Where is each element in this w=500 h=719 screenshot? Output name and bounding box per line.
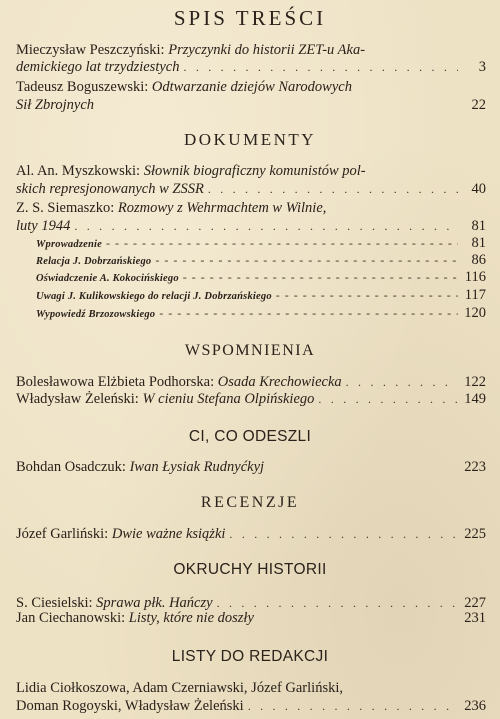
entry-page: 122 xyxy=(464,374,486,390)
entry-title: Listy, które nie doszły xyxy=(128,610,254,626)
entry-author: Tadeusz Boguszewski: xyxy=(16,79,149,95)
recenzje-heading: RECENZJE xyxy=(200,494,300,511)
entry-page: 149 xyxy=(464,391,486,407)
entry-page: 223 xyxy=(464,459,486,475)
entry-title: Iwan Łysiak Rudnyćkyj xyxy=(129,459,265,475)
entry-title: Przyczynki do historii ZET-u Aka- xyxy=(168,42,366,58)
toc-entry-continued[interactable] xyxy=(16,96,486,114)
entry-author: Al. An. Myszkowski: xyxy=(16,163,141,179)
subentry-title: Relacja J. Dobrzańskiego xyxy=(36,256,152,267)
leader-dots xyxy=(74,217,458,235)
subentry-title: Oświadczenie A. Kokocińskiego xyxy=(36,273,179,284)
toc-subentry[interactable] xyxy=(36,304,486,322)
toc-entry[interactable] xyxy=(16,458,486,476)
entry-author: Jan Ciechanowski: xyxy=(16,610,126,626)
entry-author: S. Ciesielski: xyxy=(16,595,93,611)
entry-page: 40 xyxy=(471,181,486,197)
entry-title: Dwie ważne książki xyxy=(111,526,226,542)
entry-page: 227 xyxy=(464,595,486,611)
entry-page: 81 xyxy=(471,218,486,234)
subentry-page: 86 xyxy=(471,252,486,268)
toc-entry[interactable] xyxy=(16,679,486,697)
leader-dots xyxy=(229,525,458,543)
toc-subentry[interactable] xyxy=(36,286,486,304)
toc-entry-continued[interactable] xyxy=(16,697,486,715)
toc-entry[interactable] xyxy=(16,525,486,543)
toc-entry-continued[interactable] xyxy=(16,180,486,198)
leader-dots xyxy=(208,180,458,198)
entry-title-continued: luty 1944 xyxy=(16,218,71,234)
listy-heading: LISTY DO REDAKCJI xyxy=(171,648,329,665)
entry-page: 22 xyxy=(471,97,486,113)
subentry-title: Wypowiedź Brzozowskiego xyxy=(36,309,156,320)
toc-heading: SPIS TREŚCI xyxy=(173,6,327,30)
wspomnienia-heading: WSPOMNIENIA xyxy=(184,342,316,359)
leader-dots xyxy=(248,697,458,715)
toc-entry[interactable] xyxy=(16,390,486,408)
entry-author: Mieczysław Peszczyński: xyxy=(16,42,165,58)
entry-title-continued: demickiego lat trzydziestych xyxy=(16,59,180,75)
subentry-page: 81 xyxy=(471,235,486,251)
leader-dots xyxy=(183,268,458,286)
entry-title-continued: skich represjonowanych w ZSSR xyxy=(16,181,204,197)
leader-dots xyxy=(346,373,458,391)
entry-author: Józef Garliński: xyxy=(16,526,109,542)
entry-page: 231 xyxy=(464,610,486,626)
subentry-page: 116 xyxy=(464,269,486,285)
entry-author: Z. S. Siemaszko: xyxy=(16,200,115,216)
subentry-page: 120 xyxy=(464,305,486,321)
entry-author: Władysław Żeleński: xyxy=(16,391,139,407)
toc-entry[interactable] xyxy=(16,199,486,217)
toc-entry[interactable] xyxy=(16,609,486,627)
subentry-page: 117 xyxy=(464,287,486,303)
leader-dots xyxy=(183,58,458,76)
toc-entry[interactable] xyxy=(16,162,486,180)
toc-entry[interactable] xyxy=(16,41,486,59)
entry-authors: Lidia Ciołkoszowa, Adam Czerniawski, Józef Garliński, xyxy=(16,680,343,696)
toc-entry[interactable] xyxy=(16,373,486,391)
leader-dots xyxy=(318,390,458,408)
entry-title-continued: Sił Zbrojnych xyxy=(16,97,95,113)
entry-authors-continued: Doman Rogoyski, Władysław Żeleński xyxy=(16,698,244,714)
entry-title: Słownik biograficzny komunistów pol- xyxy=(143,163,366,179)
leader-dots xyxy=(276,286,458,304)
leader-dots xyxy=(159,304,458,322)
toc-subentry[interactable] xyxy=(36,268,486,286)
toc-entry[interactable] xyxy=(16,78,486,96)
entry-title: Rozmowy z Wehrmachtem w Wilnie, xyxy=(117,200,327,216)
leader-dots xyxy=(106,234,458,252)
dokumenty-heading: DOKUMENTY xyxy=(183,130,317,149)
toc-subentry[interactable] xyxy=(36,234,486,252)
okruchy-heading: OKRUCHY HISTORII xyxy=(173,561,327,578)
entry-author: Bolesławowa Elżbieta Podhorska: xyxy=(16,374,215,390)
entry-page: 236 xyxy=(464,698,486,714)
toc-subentry[interactable] xyxy=(36,251,486,269)
entry-page: 3 xyxy=(478,59,486,75)
entry-title: Sprawa płk. Hańczy xyxy=(96,595,213,611)
subentry-title: Wprowadzenie xyxy=(36,239,102,250)
toc-entry-continued[interactable] xyxy=(16,58,486,76)
toc-entry-continued[interactable] xyxy=(16,217,486,235)
odeszli-heading: CI, CO ODESZLI xyxy=(188,428,312,445)
entry-page: 225 xyxy=(464,526,486,542)
entry-title: W cieniu Stefana Olpińskiego xyxy=(142,391,315,407)
entry-author: Bohdan Osadczuk: xyxy=(16,459,126,475)
subentry-title: Uwagi J. Kulikowskiego do relacji J. Dobrzańskiego xyxy=(36,291,272,302)
entry-title: Odtwarzanie dziejów Narodowych xyxy=(151,79,352,95)
leader-dots xyxy=(155,251,458,269)
entry-title: Osada Krechowiecka xyxy=(217,374,342,390)
